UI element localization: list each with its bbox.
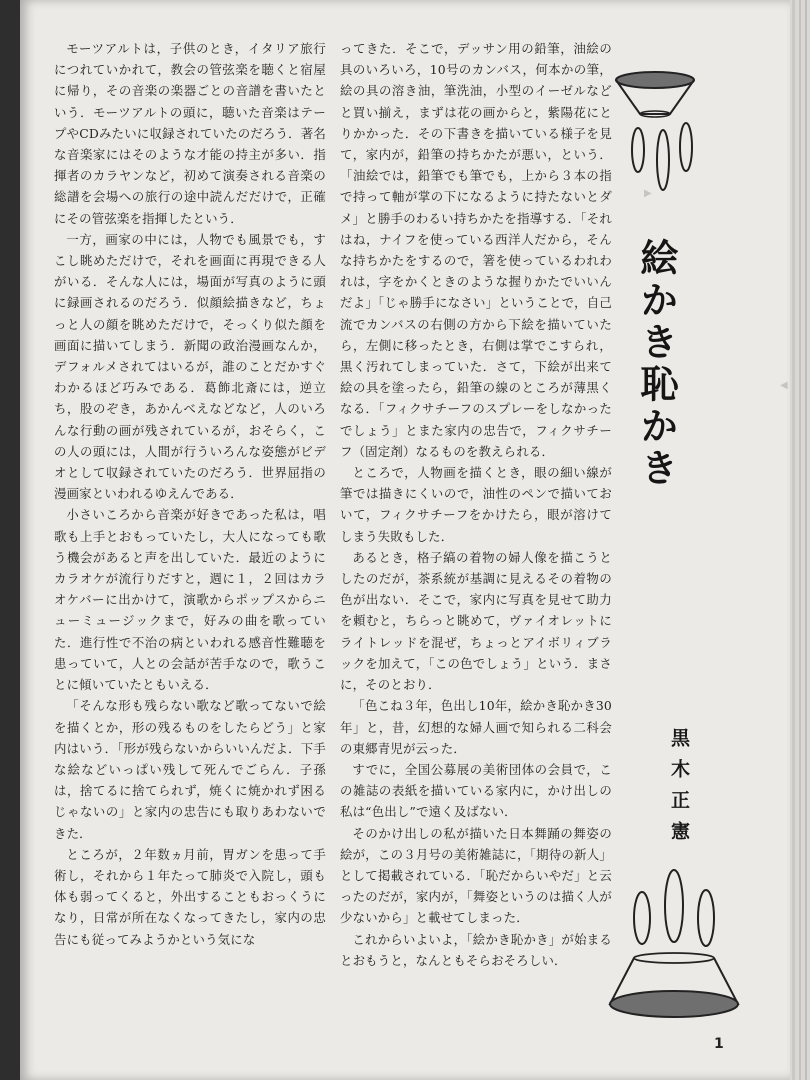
body-paragraph: ところで，人物画を描くとき，眼の細い線が筆では描きにくいので，油性のペンで描いておいて，フィクサチーフをかけたら，眼が溶けてしまう失敗もした．	[340, 465, 612, 544]
paint-brushes-cup-top-illustration	[608, 70, 702, 192]
book-gutter-shadow	[0, 0, 22, 1080]
article-title: 絵かき恥かき	[634, 238, 678, 490]
bleed-through-mark: ▶	[644, 188, 652, 199]
paint-brushes-cup-bottom-illustration	[604, 866, 744, 1026]
body-paragraph: 小さいころから音楽が好きであった私は，唱歌も上手とおもっていたし，大人になっても歌う機会があると声を出していた．最近のようにカラオケが流行りだすと，週に１，２回はカラオケバーに出かけて，演歌からポップスからニューミュージックまで，好みの曲を歌っていた．進行性で不治の病といわれる感音性難聴を患っていて，人との会話が苦手なので，歌うことに傾いていたともいえる．	[54, 507, 326, 693]
body-paragraph: すでに，全国公募展の美術団体の会員で，この雑誌の表紙を描いている家内に，かけ出しの私は“色出し”で遠く及ばない．	[340, 761, 612, 820]
author-name: 黒木正憲	[668, 728, 690, 852]
body-paragraph: ってきた．そこで，デッサン用の鉛筆，油絵の具のいろいろ，10号のカンバス，何本かの筆，絵の具の溶き油，筆洗油，小型のイーゼルなどと買い揃え，まずは花の画からと，紫陽花にとりかかった．その下書きを描いている様子を見て，家内が，鉛筆の持ちかたが悪い，という．「油絵では，鉛筆でも筆でも，上から３本の指で持って軸が掌の下になるように持たないとダメ」と勝手のわるい持ちかたを指導する．「それはね，ナイフを使っている西洋人だから，そんな持ちかたをするので，箸を使っているわれわれは，字をかくときのような握りかたでいいんだよ」「じゃ勝手になさい」ということで，自己流でカンバスの右側の方から下絵を描いていたら，左側に移ったとき，右側は掌でこすられ，黒く汚れてしまっていた．さて，下絵が出来て絵の具を塗ったら，鉛筆の線のところが薄黒くなる．「フィクサチーフのスプレーをしなかったでしょう」とまた家内の忠告で，フィクサチーフ（固定剤）なるものを教えられる．	[340, 41, 612, 459]
body-paragraph: 「そんな形も残らない歌など歌ってないで絵を描くとか，形の残るものをしたらどう」と家内はいう．「形が残らないからいいんだよ．下手な絵などいっぱい残して死んでごらん．子孫は，捨てるに捨てられず，焼くに焼かれず困るじゃないの」と家内の忠告にも取りあわないできた．	[54, 698, 326, 841]
body-paragraph: 「色こね３年，色出し10年，絵かき恥かき30年」と，昔，幻想的な婦人画で知られる二科会の東郷青児が云った．	[340, 698, 612, 756]
body-paragraph: これからいよいよ，「絵かき恥かき」が始まるとおもうと，なんともそらおそろしい．	[340, 931, 612, 968]
body-paragraph: ところが，２年数ヵ月前，胃ガンを患って手術し，それから１年たって肺炎で入院し，頭も体も弱ってくると，外出することもおっくうになり，日常が所在なくなってきたし，家内の忠告にも従ってみようかという気にな	[54, 846, 326, 947]
page-number: 1	[714, 1036, 724, 1052]
body-paragraph: 一方，画家の中には，人物でも風景でも，すこし眺めただけで，それを画面に再現できる人がいる．そんな人には，場面が写真のように頭に録画されるのだろう．似顔絵描きなど，ちょっと人の顔を眺めただけで，そっくり似た顔を画面に描いてしまう．新聞の政治漫画なんか，デフォルメされてはいるが，誰のことだかすぐわかるほど巧みである．葛飾北斎には，逆立ち，股のぞき，あかんべえなどなど，人のいろんな行動の画が残されているが，おそらく，この人の頭には，人間が行ういろんな姿態がビデオとして収録されていたのだろう．世界屈指の漫画家といわれるゆえんである．	[54, 231, 326, 502]
text-column-1	[54, 38, 326, 950]
body-paragraph: そのかけ出しの私が描いた日本舞踊の舞姿の絵が，この３月号の美術雑誌に，「期待の新人」として掲載されている．「恥だからいやだ」と云ったのだが，家内が，「舞姿というのは描く人が少ないから」と載せてしまった．	[340, 825, 612, 926]
body-paragraph: あるとき，格子縞の着物の婦人像を描こうとしたのだが，茶系統が基調に見えるその着物の色が出ない．そこで，家内に写真を見せて助力を頼むと，ちらっと眺めて，ヴァイオレットにライトレッドを混ぜ，ちょっとアイボリィブラックを加えて，「この色でしょう」という．まさに，そのとおり．	[340, 549, 612, 693]
bleed-through-mark: ◀	[780, 380, 788, 391]
text-column-2	[340, 38, 612, 971]
page-edges	[790, 0, 810, 1080]
body-paragraph: モーツアルトは，子供のとき，イタリア旅行につれていかれて，教会の管弦楽を聴くと宿屋に帰り，その音楽の楽器ごとの音譜を書いたという．モーツアルトの頭に，聴いた音楽はテープやCDみたいに収録されていたのだろう．著名な音楽家にはそのような才能の持主が多い．指揮者のカラヤンなど，初めて演奏される音楽の総譜を会場への旅行の途中読んだだけで，正確にその管弦楽を指揮したという．	[54, 41, 326, 226]
